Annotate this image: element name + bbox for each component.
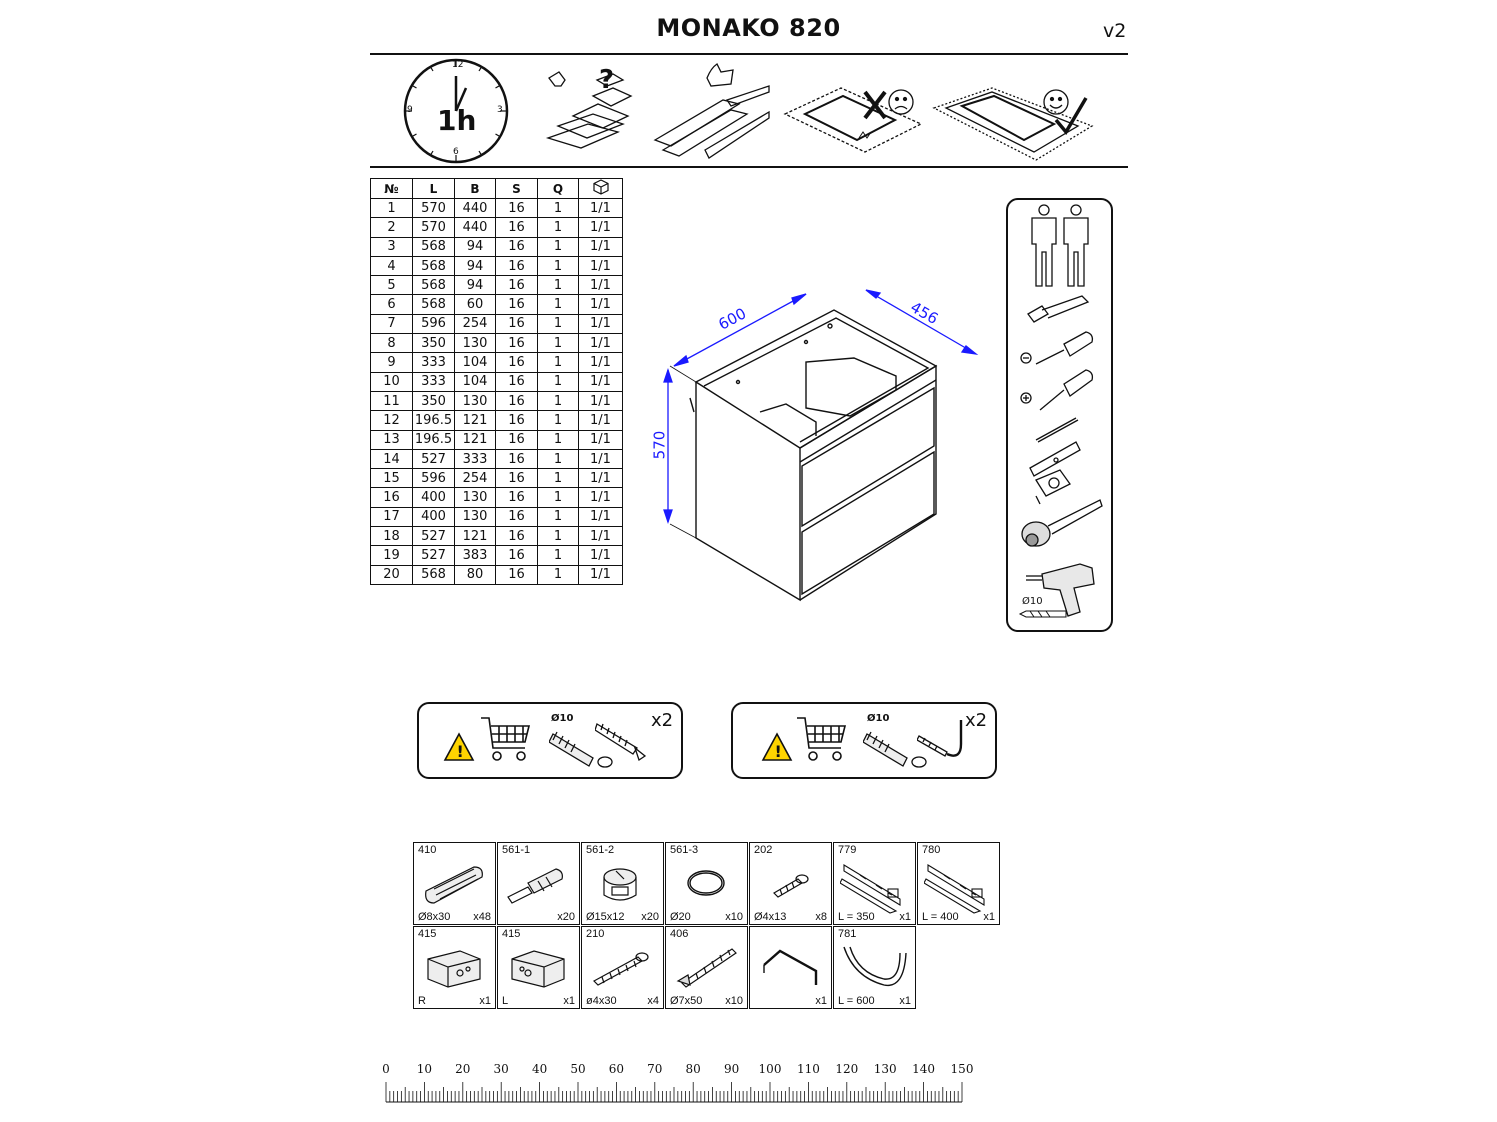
- hardware-spec: Ø15x12: [586, 911, 625, 923]
- table-cell: 1/1: [579, 527, 623, 546]
- dimension-width: 600: [715, 304, 750, 334]
- table-cell: 15: [371, 469, 413, 488]
- hardware-code: 410: [418, 844, 437, 856]
- table-cell: 596: [413, 314, 455, 333]
- table-cell: 8: [371, 334, 413, 353]
- table-row: [371, 507, 623, 526]
- ruler-label: 140: [912, 1062, 936, 1076]
- table-cell: 350: [413, 391, 455, 410]
- hardware-item-780: [917, 842, 1000, 925]
- table-cell: 254: [455, 314, 496, 333]
- version-label: v2: [1103, 20, 1127, 42]
- table-row: [371, 469, 623, 488]
- hardware-spec: Ø8x30: [418, 911, 451, 923]
- hardware-item-202: [749, 842, 832, 925]
- clock-number-9: 9: [407, 105, 413, 115]
- table-cell: 1/1: [579, 334, 623, 353]
- table-row: [371, 353, 623, 372]
- rubber-mallet-icon: [1018, 496, 1104, 552]
- hardware-code: 210: [586, 928, 605, 940]
- table-row: [371, 411, 623, 430]
- col-thickness-header: S: [496, 179, 538, 199]
- table-cell: 568: [413, 295, 455, 314]
- anchor-diameter: Ø10: [867, 713, 890, 724]
- table-cell: 17: [371, 507, 413, 526]
- table-cell: 16: [496, 199, 538, 218]
- header-divider: [370, 53, 1128, 55]
- table-cell: 1/1: [579, 430, 623, 449]
- ruler-label: 30: [493, 1062, 509, 1076]
- table-cell: 19: [371, 546, 413, 565]
- table-cell: 16: [496, 391, 538, 410]
- hardware-code: 561-2: [586, 844, 615, 856]
- hardware-quantity: x20: [557, 911, 575, 923]
- hardware-quantity: x10: [725, 995, 743, 1007]
- dimension-height: 570: [650, 430, 669, 460]
- table-cell: 570: [413, 199, 455, 218]
- panels-laid-out-icon: [653, 60, 773, 162]
- ruler-label: 40: [531, 1062, 548, 1076]
- table-cell: 400: [413, 507, 455, 526]
- hardware-item-561-2: [581, 842, 664, 925]
- table-cell: 1: [538, 218, 579, 237]
- hardware-quantity: x1: [815, 995, 827, 1007]
- table-cell: 16: [496, 411, 538, 430]
- table-cell: 104: [455, 372, 496, 391]
- dimension-depth: 456: [907, 298, 942, 328]
- hardware-code: 780: [922, 844, 941, 856]
- table-cell: 568: [413, 565, 455, 584]
- table-cell: 1: [538, 314, 579, 333]
- table-cell: 1/1: [579, 488, 623, 507]
- table-cell: 1/1: [579, 353, 623, 372]
- table-row: [371, 237, 623, 256]
- table-cell: 16: [496, 488, 538, 507]
- table-cell: 16: [496, 372, 538, 391]
- svg-text:!: !: [774, 742, 782, 761]
- table-cell: 1: [538, 334, 579, 353]
- hardware-item-561-1: [497, 842, 580, 925]
- hardware-code: 415: [418, 928, 437, 940]
- table-cell: 1/1: [579, 507, 623, 526]
- table-cell: 16: [496, 546, 538, 565]
- table-cell: 1: [538, 256, 579, 275]
- ruler-label: 150: [950, 1062, 974, 1076]
- cabinet-drawing: [640, 282, 1000, 612]
- page-title: MONAKO 820: [656, 14, 841, 42]
- table-row: [371, 546, 623, 565]
- ruler-label: 90: [723, 1062, 740, 1076]
- table-cell: 1: [538, 449, 579, 468]
- hardware-spec: L = 600: [838, 995, 875, 1007]
- table-cell: 130: [455, 334, 496, 353]
- table-cell: 16: [496, 449, 538, 468]
- table-cell: 196.5: [413, 411, 455, 430]
- table-cell: 16: [496, 507, 538, 526]
- table-cell: 104: [455, 353, 496, 372]
- hardware-code: 202: [754, 844, 773, 856]
- table-cell: 1: [538, 430, 579, 449]
- table-cell: 5: [371, 276, 413, 295]
- table-cell: 6: [371, 295, 413, 314]
- table-cell: 1: [538, 372, 579, 391]
- table-cell: 16: [496, 314, 538, 333]
- warning-triangle-icon: [443, 732, 475, 762]
- table-cell: 60: [455, 295, 496, 314]
- table-cell: 568: [413, 237, 455, 256]
- table-cell: 333: [413, 372, 455, 391]
- table-cell: 16: [496, 527, 538, 546]
- soft-surface-ok-icon: [932, 84, 1094, 164]
- hardware-item-415: [413, 926, 496, 1009]
- table-cell: 1: [538, 469, 579, 488]
- anchor-quantity: x2: [965, 710, 988, 731]
- table-cell: 130: [455, 507, 496, 526]
- unpack-warning-icon: [543, 66, 643, 161]
- table-cell: 527: [413, 527, 455, 546]
- table-row: [371, 449, 623, 468]
- hardware-spec: Ø20: [670, 911, 691, 923]
- ruler-scale: [380, 1080, 970, 1104]
- table-cell: 1/1: [579, 295, 623, 314]
- table-cell: 18: [371, 527, 413, 546]
- table-cell: 130: [455, 488, 496, 507]
- table-cell: 1: [538, 546, 579, 565]
- col-length-header: L: [413, 179, 455, 199]
- table-cell: 1: [538, 507, 579, 526]
- hardware-quantity: x48: [473, 911, 491, 923]
- hardware-code: 561-1: [502, 844, 531, 856]
- ruler-label: 130: [873, 1062, 897, 1076]
- hardware-grid: [413, 842, 1013, 1012]
- table-cell: 16: [496, 334, 538, 353]
- hardware-quantity: x1: [983, 911, 995, 923]
- table-cell: 1/1: [579, 276, 623, 295]
- hardware-code: 406: [670, 928, 689, 940]
- tools-panel: [1006, 198, 1113, 632]
- table-row: [371, 391, 623, 410]
- ruler-label: 100: [758, 1062, 782, 1076]
- ruler-label: 0: [382, 1062, 390, 1076]
- table-cell: 10: [371, 372, 413, 391]
- table-cell: 350: [413, 334, 455, 353]
- ruler-label: 120: [835, 1062, 859, 1076]
- hardware-code: 779: [838, 844, 857, 856]
- shopping-cart-icon: [479, 712, 531, 764]
- col-number-header: №: [371, 179, 413, 199]
- table-cell: 4: [371, 256, 413, 275]
- table-cell: 16: [371, 488, 413, 507]
- table-cell: 16: [496, 295, 538, 314]
- svg-text:?: ?: [599, 66, 615, 95]
- ruler-label: 80: [685, 1062, 701, 1076]
- table-cell: 16: [496, 237, 538, 256]
- table-row: [371, 565, 623, 584]
- table-cell: 16: [496, 218, 538, 237]
- hardware-code: 561-3: [670, 844, 699, 856]
- hardware-quantity: x10: [725, 911, 743, 923]
- table-cell: 130: [455, 391, 496, 410]
- ruler-label: 20: [455, 1062, 471, 1076]
- table-cell: 1: [538, 295, 579, 314]
- table-cell: 383: [455, 546, 496, 565]
- table-cell: 1: [538, 237, 579, 256]
- table-cell: 2: [371, 218, 413, 237]
- table-row: [371, 276, 623, 295]
- ruler-label: 60: [608, 1062, 625, 1076]
- hardware-quantity: x1: [899, 911, 911, 923]
- table-row: [371, 199, 623, 218]
- parts-table: [370, 178, 623, 585]
- wood-screw-icon: [595, 718, 649, 762]
- svg-text:!: !: [456, 742, 464, 761]
- table-cell: 1: [371, 199, 413, 218]
- table-cell: 1: [538, 276, 579, 295]
- ruler-label: 70: [647, 1062, 663, 1076]
- table-cell: 1: [538, 353, 579, 372]
- anchor-quantity: x2: [651, 710, 674, 731]
- package-icon: [579, 179, 623, 199]
- table-cell: 1/1: [579, 237, 623, 256]
- table-row: [371, 430, 623, 449]
- drill-bit-icon: [1018, 610, 1068, 618]
- table-cell: 1: [538, 411, 579, 430]
- shopping-cart-icon: [795, 712, 847, 764]
- table-cell: 20: [371, 565, 413, 584]
- table-cell: 1/1: [579, 372, 623, 391]
- table-cell: 3: [371, 237, 413, 256]
- ruler-label: 50: [570, 1062, 586, 1076]
- table-cell: 1/1: [579, 314, 623, 333]
- hardware-item-415: [497, 926, 580, 1009]
- phillips-screwdriver-icon: [1018, 366, 1098, 414]
- col-breadth-header: B: [455, 179, 496, 199]
- table-cell: 1: [538, 199, 579, 218]
- table-cell: 1/1: [579, 546, 623, 565]
- hardware-item-410: [413, 842, 496, 925]
- flat-screwdriver-icon: [1018, 330, 1098, 368]
- table-cell: 527: [413, 449, 455, 468]
- col-quantity-header: Q: [538, 179, 579, 199]
- two-persons-icon: [1026, 204, 1096, 290]
- table-cell: 568: [413, 276, 455, 295]
- table-row: [371, 334, 623, 353]
- table-cell: 121: [455, 411, 496, 430]
- table-cell: 1: [538, 527, 579, 546]
- hardware-code: 415: [502, 928, 521, 940]
- table-cell: 1/1: [579, 449, 623, 468]
- table-cell: 596: [413, 469, 455, 488]
- hook-screw-icon: [917, 716, 967, 772]
- table-cell: 121: [455, 527, 496, 546]
- drill-bit-size: Ø10: [1022, 596, 1043, 607]
- table-cell: 1: [538, 565, 579, 584]
- table-cell: 1: [538, 488, 579, 507]
- hardware-item-781: [833, 926, 916, 1009]
- table-cell: 9: [371, 353, 413, 372]
- hardware-quantity: x20: [641, 911, 659, 923]
- hardware-quantity: x1: [563, 995, 575, 1007]
- wall-mount-warning-screw: [417, 702, 683, 779]
- table-cell: 16: [496, 276, 538, 295]
- hammer-icon: [1026, 292, 1092, 332]
- table-cell: 7: [371, 314, 413, 333]
- table-cell: 94: [455, 237, 496, 256]
- table-cell: 12: [371, 411, 413, 430]
- table-cell: 11: [371, 391, 413, 410]
- table-row: [371, 372, 623, 391]
- table-cell: 527: [413, 546, 455, 565]
- table-cell: 1/1: [579, 565, 623, 584]
- hardware-item-779: [833, 842, 916, 925]
- hardware-quantity: x1: [899, 995, 911, 1007]
- table-cell: 14: [371, 449, 413, 468]
- hardware-item-210: [581, 926, 664, 1009]
- table-cell: 440: [455, 199, 496, 218]
- table-cell: 568: [413, 256, 455, 275]
- table-cell: 94: [455, 276, 496, 295]
- table-cell: 16: [496, 256, 538, 275]
- table-cell: 1/1: [579, 256, 623, 275]
- anchor-diameter: Ø10: [551, 713, 574, 724]
- table-cell: 440: [455, 218, 496, 237]
- no-hard-surface-icon: [783, 74, 923, 162]
- hardware-spec: Ø7x50: [670, 995, 703, 1007]
- hardware-item-561-3: [665, 842, 748, 925]
- table-cell: 94: [455, 256, 496, 275]
- table-cell: 254: [455, 469, 496, 488]
- table-row: [371, 488, 623, 507]
- hardware-spec: L: [502, 995, 509, 1007]
- table-cell: 1/1: [579, 199, 623, 218]
- clock-number-12: 12: [452, 60, 464, 70]
- hardware-spec: R: [418, 995, 426, 1007]
- table-row: [371, 527, 623, 546]
- wall-mount-warning-hook: [731, 702, 997, 779]
- table-cell: 80: [455, 565, 496, 584]
- clock-number-3: 3: [497, 105, 503, 115]
- table-cell: 16: [496, 353, 538, 372]
- assembly-duration: 1h: [437, 104, 477, 137]
- table-row: [371, 314, 623, 333]
- table-cell: 1: [538, 391, 579, 410]
- clock-number-6: 6: [453, 147, 459, 157]
- table-header-row: [371, 179, 623, 199]
- table-row: [371, 256, 623, 275]
- hardware-code: 781: [838, 928, 857, 940]
- table-cell: 196.5: [413, 430, 455, 449]
- hardware-spec: L = 400: [922, 911, 959, 923]
- table-cell: 16: [496, 469, 538, 488]
- table-cell: 1/1: [579, 391, 623, 410]
- table-cell: 13: [371, 430, 413, 449]
- header-divider-bottom: [370, 166, 1128, 168]
- table-cell: 570: [413, 218, 455, 237]
- hardware-spec: Ø4x13: [754, 911, 787, 923]
- table-cell: 333: [413, 353, 455, 372]
- table-cell: 1/1: [579, 218, 623, 237]
- table-row: [371, 295, 623, 314]
- hardware-item-tool: [749, 926, 832, 1009]
- table-cell: 16: [496, 565, 538, 584]
- hardware-quantity: x1: [479, 995, 491, 1007]
- table-cell: 400: [413, 488, 455, 507]
- table-cell: 1/1: [579, 411, 623, 430]
- table-cell: 121: [455, 430, 496, 449]
- hardware-quantity: x4: [647, 995, 659, 1007]
- table-row: [371, 218, 623, 237]
- ruler-label: 110: [796, 1062, 820, 1076]
- hardware-spec: L = 350: [838, 911, 875, 923]
- hardware-item-406: [665, 926, 748, 1009]
- ruler-label: 10: [416, 1062, 433, 1076]
- table-cell: 1/1: [579, 469, 623, 488]
- warning-triangle-icon: [761, 732, 793, 762]
- table-cell: 333: [455, 449, 496, 468]
- hardware-quantity: x8: [815, 911, 827, 923]
- hardware-spec: ø4x30: [586, 995, 617, 1007]
- table-cell: 16: [496, 430, 538, 449]
